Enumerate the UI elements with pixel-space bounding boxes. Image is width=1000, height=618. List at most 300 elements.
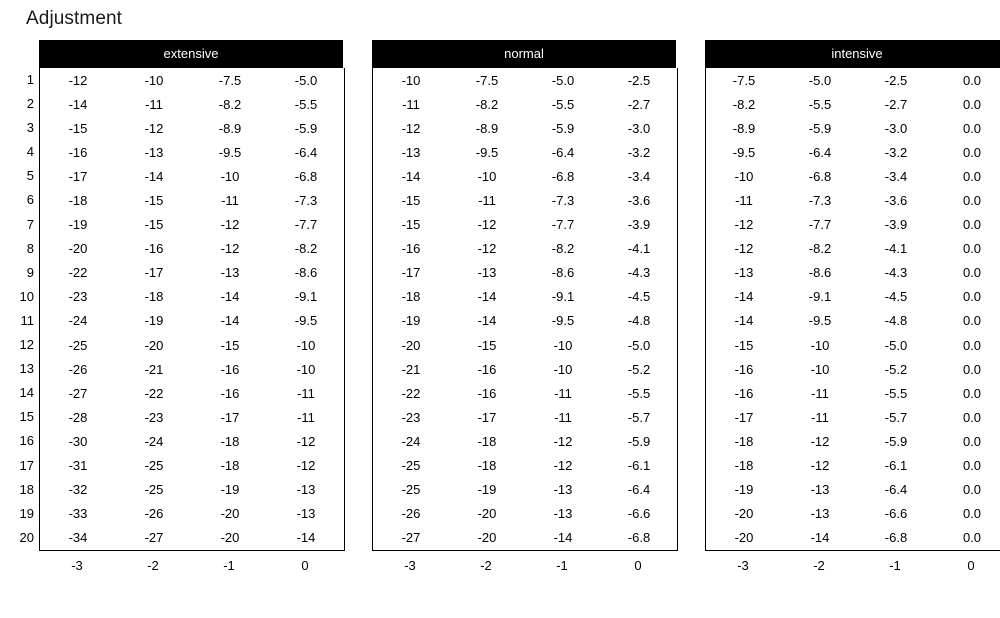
table-cell: -14 <box>810 530 830 546</box>
table-row <box>40 116 344 140</box>
table-row <box>706 309 1000 333</box>
table-cell: -10 <box>553 361 573 377</box>
table-cell: -5.5 <box>808 96 832 112</box>
table-cell: -5.7 <box>884 409 908 425</box>
table-cell: -12 <box>220 241 240 257</box>
table-cell: -14 <box>734 289 754 305</box>
table-cell: -14 <box>477 289 497 305</box>
table-cell: -6.4 <box>551 144 575 160</box>
table-cell: -3.6 <box>884 193 908 209</box>
table-cell: -31 <box>68 458 88 474</box>
table-cell: -4.1 <box>627 241 651 257</box>
table-cell: -22 <box>401 385 421 401</box>
table-cell: -15 <box>401 193 421 209</box>
table-cell: -18 <box>68 193 88 209</box>
row-label <box>678 502 705 526</box>
table-cell: -12 <box>220 217 240 233</box>
table-row <box>706 285 1000 309</box>
row-label <box>345 478 372 502</box>
data-table <box>706 68 1000 550</box>
table-cell: -11 <box>478 193 496 209</box>
table-row <box>40 164 344 188</box>
table-cell: -17 <box>220 409 240 425</box>
table-cell: -14 <box>401 168 421 184</box>
table-cell: -6.8 <box>808 168 832 184</box>
table-cell: -14 <box>734 313 754 329</box>
table-cell: -20 <box>68 241 88 257</box>
table-cell: -12 <box>477 241 497 257</box>
table-cell: -3.4 <box>627 168 651 184</box>
table-cell: -11 <box>554 385 572 401</box>
table-cell: -8.9 <box>218 120 242 136</box>
table-cell: -4.8 <box>884 313 908 329</box>
table-cell: -5.9 <box>808 120 832 136</box>
table-cell: -17 <box>477 409 497 425</box>
table-cell: 0.0 <box>962 506 982 522</box>
table-cell: -13 <box>220 265 240 281</box>
table-cell: -4.3 <box>884 265 908 281</box>
row-label: 20 <box>19 529 34 545</box>
table-cell: -15 <box>68 120 88 136</box>
table-row <box>40 68 344 92</box>
table-cell: 0.0 <box>962 265 982 281</box>
table-cell: 0.0 <box>962 337 982 353</box>
table-row <box>373 405 677 429</box>
table-cell: -5.0 <box>551 72 575 88</box>
table-row <box>706 381 1000 405</box>
row-label: 18 <box>19 481 34 497</box>
table-cell: -10 <box>296 337 316 353</box>
table-cell: -23 <box>144 409 164 425</box>
table-cell: -2.5 <box>627 72 651 88</box>
table-cell: -15 <box>220 337 240 353</box>
table-row <box>373 140 677 164</box>
table-cell: -11 <box>145 96 163 112</box>
table-row <box>706 333 1000 357</box>
table-cell: -5.7 <box>627 409 651 425</box>
table-cell: -24 <box>401 433 421 449</box>
row-label <box>678 237 705 261</box>
row-label <box>678 333 705 357</box>
table-cell: -13 <box>553 482 573 498</box>
column-axis-label: -3 <box>737 558 749 574</box>
table-cell: -15 <box>144 193 164 209</box>
column-axis-labels <box>705 551 1000 581</box>
row-label <box>345 454 372 478</box>
table-cell: -16 <box>477 361 497 377</box>
table-row <box>706 164 1000 188</box>
row-label-header-spacer <box>678 40 705 68</box>
table-cell: -5.9 <box>627 433 651 449</box>
row-label <box>345 285 372 309</box>
table-cell: -3.9 <box>627 217 651 233</box>
table-cell: -11 <box>811 409 829 425</box>
table-cell: -5.0 <box>808 72 832 88</box>
table-cell: -10 <box>220 168 240 184</box>
table-row <box>373 188 677 212</box>
table-cell: 0.0 <box>962 458 982 474</box>
row-label: 3 <box>26 120 34 136</box>
table-cell: -17 <box>734 409 754 425</box>
row-label <box>678 381 705 405</box>
table-cell: -13 <box>553 506 573 522</box>
table-cell: -8.9 <box>475 120 499 136</box>
table-row <box>373 164 677 188</box>
row-label <box>345 502 372 526</box>
table-cell: -7.5 <box>475 72 499 88</box>
table-cell: -14 <box>477 313 497 329</box>
column-axis-label: -3 <box>404 558 416 574</box>
table-cell: -13 <box>401 144 421 160</box>
table-cell: -18 <box>477 458 497 474</box>
table-cell: -10 <box>477 168 497 184</box>
row-label <box>345 188 372 212</box>
table-row <box>706 140 1000 164</box>
table-cell: -8.6 <box>294 265 318 281</box>
table-cell: -17 <box>144 265 164 281</box>
table-body-border <box>372 68 678 551</box>
table-cell: -9.1 <box>808 289 832 305</box>
row-label: 19 <box>19 505 34 521</box>
table-cell: -16 <box>734 385 754 401</box>
table-cell: -12 <box>68 72 88 88</box>
table-row <box>706 261 1000 285</box>
table-cell: -8.2 <box>218 96 242 112</box>
table-intensive <box>705 40 1000 581</box>
table-cell: -26 <box>68 361 88 377</box>
table-cell: -10 <box>553 337 573 353</box>
table-cell: -18 <box>734 433 754 449</box>
table-cell: -5.9 <box>551 120 575 136</box>
row-label <box>678 285 705 309</box>
page-title: Adjustment <box>26 8 123 29</box>
table-cell: -5.0 <box>294 72 318 88</box>
table-cell: -7.7 <box>808 217 832 233</box>
table-cell: -13 <box>810 482 830 498</box>
column-axis-label: 0 <box>967 558 975 574</box>
table-cell: -5.0 <box>884 337 908 353</box>
table-cell: 0.0 <box>962 241 982 257</box>
table-cell: -17 <box>401 265 421 281</box>
table-cell: -11 <box>221 193 239 209</box>
table-cell: -12 <box>734 241 754 257</box>
column-axis-label: -1 <box>223 558 235 574</box>
table-cell: -13 <box>144 144 164 160</box>
table-row <box>40 309 344 333</box>
table-row <box>373 237 677 261</box>
row-label: 7 <box>26 216 34 232</box>
table-cell: -6.4 <box>808 144 832 160</box>
table-cell: -13 <box>296 482 316 498</box>
table-cell: -4.8 <box>627 313 651 329</box>
table-cell: -7.3 <box>808 193 832 209</box>
table-cell: -21 <box>144 361 164 377</box>
table-cell: -6.6 <box>627 506 651 522</box>
row-label: 9 <box>26 264 34 280</box>
table-cell: 0.0 <box>962 217 982 233</box>
table-cell: -20 <box>220 530 240 546</box>
table-cell: 0.0 <box>962 361 982 377</box>
table-cell: -8.2 <box>551 241 575 257</box>
table-cell: -33 <box>68 506 88 522</box>
row-label: 2 <box>26 96 34 112</box>
table-cell: -34 <box>68 530 88 546</box>
table-cell: -26 <box>144 506 164 522</box>
table-cell: -18 <box>734 458 754 474</box>
table-cell: -4.3 <box>627 265 651 281</box>
table-cell: -13 <box>810 506 830 522</box>
table-cell: -20 <box>477 506 497 522</box>
table-cell: -20 <box>401 337 421 353</box>
table-cell: -14 <box>296 530 316 546</box>
row-label <box>678 261 705 285</box>
row-label <box>678 405 705 429</box>
table-row <box>40 92 344 116</box>
row-label: 8 <box>26 240 34 256</box>
table-cell: -19 <box>68 217 88 233</box>
row-label <box>345 333 372 357</box>
table-row <box>40 454 344 478</box>
table-row <box>373 429 677 453</box>
table-cell: -14 <box>553 530 573 546</box>
row-label: 10 <box>19 288 34 304</box>
table-cell: -20 <box>220 506 240 522</box>
row-label-footer-spacer <box>678 550 705 580</box>
table-row <box>373 454 677 478</box>
table-row <box>706 502 1000 526</box>
table-cell: -13 <box>477 265 497 281</box>
data-table <box>373 68 677 550</box>
table-row <box>373 68 677 92</box>
row-label <box>345 92 372 116</box>
table-row <box>373 213 677 237</box>
table-block-normal <box>345 40 678 581</box>
row-label <box>678 357 705 381</box>
table-row <box>706 116 1000 140</box>
tables-container <box>12 40 1000 581</box>
table-cell: -8.2 <box>808 241 832 257</box>
table-cell: -10 <box>810 337 830 353</box>
row-label <box>678 526 705 550</box>
table-cell: -7.7 <box>551 217 575 233</box>
row-label <box>678 429 705 453</box>
table-cell: 0.0 <box>962 530 982 546</box>
table-cell: -11 <box>735 193 753 209</box>
table-cell: -15 <box>477 337 497 353</box>
table-cell: 0.0 <box>962 96 982 112</box>
row-label <box>345 140 372 164</box>
table-block-intensive <box>678 40 1000 581</box>
table-cell: -6.8 <box>884 530 908 546</box>
table-cell: -17 <box>68 168 88 184</box>
table-cell: -14 <box>68 96 88 112</box>
table-row <box>706 188 1000 212</box>
table-cell: -18 <box>401 289 421 305</box>
table-cell: -6.6 <box>884 506 908 522</box>
row-label: 13 <box>19 361 34 377</box>
table-cell: -16 <box>734 361 754 377</box>
table-cell: -6.4 <box>294 144 318 160</box>
table-cell: -10 <box>734 168 754 184</box>
table-cell: -24 <box>68 313 88 329</box>
row-label: 4 <box>26 144 34 160</box>
row-label <box>345 261 372 285</box>
row-label: 11 <box>20 312 34 328</box>
table-cell: -5.2 <box>627 361 651 377</box>
table-cell: 0.0 <box>962 193 982 209</box>
table-row <box>706 429 1000 453</box>
table-row <box>706 357 1000 381</box>
table-cell: -19 <box>734 482 754 498</box>
column-axis-label: -2 <box>147 558 159 574</box>
column-axis-label: -3 <box>71 558 83 574</box>
table-cell: -10 <box>401 72 421 88</box>
table-cell: -8.2 <box>475 96 499 112</box>
table-cell: 0.0 <box>962 385 982 401</box>
row-label: 17 <box>19 457 34 473</box>
table-row <box>373 357 677 381</box>
table-cell: -6.1 <box>884 458 908 474</box>
table-cell: -25 <box>68 337 88 353</box>
table-cell: -20 <box>734 530 754 546</box>
table-cell: -5.5 <box>551 96 575 112</box>
table-cell: -5.2 <box>884 361 908 377</box>
row-label: 15 <box>19 409 34 425</box>
table-row <box>373 381 677 405</box>
table-cell: -13 <box>296 506 316 522</box>
row-label <box>678 140 705 164</box>
table-cell: -12 <box>477 217 497 233</box>
row-label <box>345 68 372 92</box>
row-label: 12 <box>19 337 34 353</box>
table-header: intensive <box>705 40 1000 68</box>
table-cell: -18 <box>220 458 240 474</box>
row-label <box>678 478 705 502</box>
column-axis-label: -1 <box>889 558 901 574</box>
table-cell: -7.3 <box>551 193 575 209</box>
row-label <box>345 357 372 381</box>
table-cell: -13 <box>734 265 754 281</box>
table-cell: -11 <box>554 409 572 425</box>
table-cell: -12 <box>144 120 164 136</box>
table-cell: -16 <box>68 144 88 160</box>
table-row <box>706 405 1000 429</box>
table-cell: 0.0 <box>962 433 982 449</box>
table-cell: -10 <box>296 361 316 377</box>
table-cell: -12 <box>810 433 830 449</box>
table-cell: -19 <box>220 482 240 498</box>
table-cell: -10 <box>810 361 830 377</box>
table-cell: -2.5 <box>884 72 908 88</box>
table-cell: -6.8 <box>551 168 575 184</box>
table-cell: -6.8 <box>627 530 651 546</box>
table-cell: -9.5 <box>732 144 756 160</box>
table-cell: -19 <box>477 482 497 498</box>
table-row <box>40 526 344 550</box>
row-label <box>345 381 372 405</box>
table-cell: -3.4 <box>884 168 908 184</box>
table-cell: -14 <box>220 313 240 329</box>
table-cell: -14 <box>144 168 164 184</box>
table-cell: -16 <box>220 385 240 401</box>
table-row <box>706 454 1000 478</box>
table-cell: -19 <box>144 313 164 329</box>
column-axis-label: -2 <box>480 558 492 574</box>
table-cell: 0.0 <box>962 168 982 184</box>
table-cell: -20 <box>477 530 497 546</box>
row-label-header-spacer <box>345 40 372 68</box>
table-cell: -22 <box>144 385 164 401</box>
table-cell: -9.5 <box>551 313 575 329</box>
table-cell: -6.4 <box>884 482 908 498</box>
column-axis-label: -1 <box>556 558 568 574</box>
table-cell: -25 <box>144 458 164 474</box>
table-row <box>40 285 344 309</box>
table-cell: -20 <box>734 506 754 522</box>
data-table <box>40 68 344 550</box>
table-cell: -23 <box>401 409 421 425</box>
table-cell: -7.3 <box>294 193 318 209</box>
table-cell: -2.7 <box>884 96 908 112</box>
table-row <box>373 116 677 140</box>
table-cell: -3.0 <box>884 120 908 136</box>
table-cell: -5.5 <box>294 96 318 112</box>
table-cell: -6.1 <box>627 458 651 474</box>
row-label: 16 <box>19 433 34 449</box>
table-cell: -9.5 <box>475 144 499 160</box>
table-cell: -12 <box>734 217 754 233</box>
table-cell: -6.8 <box>294 168 318 184</box>
row-label-footer-spacer <box>345 550 372 580</box>
table-row <box>706 237 1000 261</box>
table-cell: -6.4 <box>627 482 651 498</box>
row-label <box>678 454 705 478</box>
table-cell: -16 <box>220 361 240 377</box>
table-row <box>40 478 344 502</box>
table-cell: -32 <box>68 482 88 498</box>
table-header: extensive <box>39 40 343 68</box>
table-row <box>40 357 344 381</box>
row-label <box>678 68 705 92</box>
table-row <box>373 526 677 550</box>
table-cell: -4.5 <box>884 289 908 305</box>
table-cell: -26 <box>401 506 421 522</box>
table-row <box>40 502 344 526</box>
table-cell: -3.6 <box>627 193 651 209</box>
table-cell: -5.9 <box>884 433 908 449</box>
table-cell: -22 <box>68 265 88 281</box>
table-row <box>40 405 344 429</box>
row-label <box>678 309 705 333</box>
table-cell: -14 <box>220 289 240 305</box>
table-extensive <box>39 40 345 581</box>
table-row <box>373 478 677 502</box>
table-cell: -7.5 <box>218 72 242 88</box>
row-label-header-spacer <box>12 40 39 68</box>
table-cell: -2.7 <box>627 96 651 112</box>
table-cell: -25 <box>144 482 164 498</box>
table-row <box>706 92 1000 116</box>
table-row <box>40 213 344 237</box>
table-cell: 0.0 <box>962 144 982 160</box>
table-cell: -3.0 <box>627 120 651 136</box>
table-cell: -23 <box>68 289 88 305</box>
table-cell: -8.2 <box>294 241 318 257</box>
table-cell: 0.0 <box>962 120 982 136</box>
table-cell: -4.1 <box>884 241 908 257</box>
table-cell: -12 <box>553 458 573 474</box>
table-cell: -18 <box>477 433 497 449</box>
